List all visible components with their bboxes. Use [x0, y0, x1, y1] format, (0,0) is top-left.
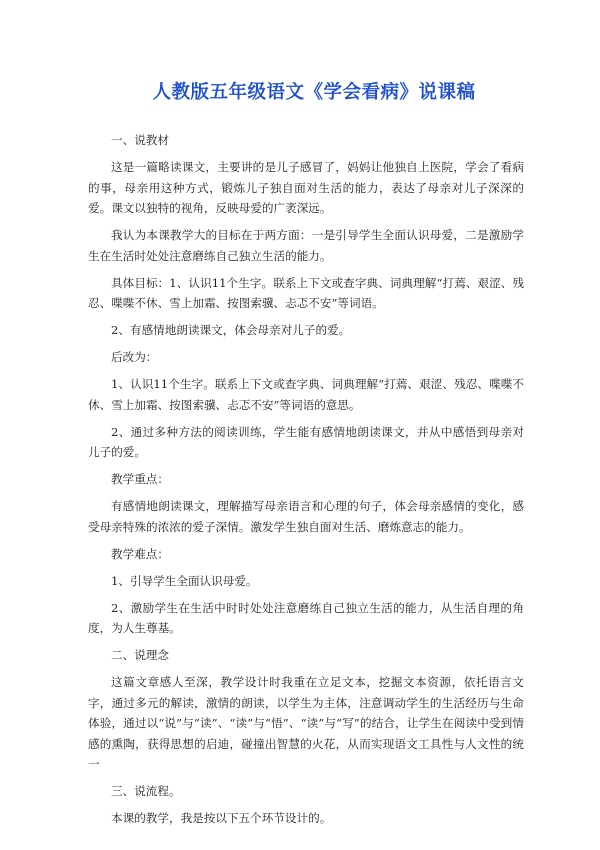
- paragraph: 有感情地朗读课文，理解描写母亲语言和心理的句子，体会母亲感情的变化，感受母亲特殊的浓浓的爱子深情。激发学生独自面对生活、磨炼意志的能力。: [88, 499, 524, 534]
- paragraph: 2、通过多种方法的阅读训练，学生能有感情地朗读课文，并从中感悟到母亲对儿子的爱。: [88, 424, 524, 459]
- section-heading: 三、说流程。: [111, 784, 181, 798]
- paragraph: 这篇文章感人至深，教学设计时我重在立足文本，挖掘文本资源，依托语言文字，通过多元的解读，激情的朗读，以学生为主体，注意调动学生的生活经历与生命体验，通过以“说”与“读”、“读”与“悟”、“读”与“写”的结合，让学生在阅读中受到情感的熏陶，获得思想的启迪，碰撞出智慧的火花，从而实现语文工具性与人文性的统一: [88, 675, 524, 771]
- document-title: 人教版五年级语文《学会看病》说课稿: [152, 82, 476, 103]
- subheading: 教学重点：: [111, 472, 169, 486]
- subheading: 教学难点：: [111, 546, 169, 561]
- section-heading: 二、说理念: [111, 648, 169, 662]
- paragraph: 本课的教学，我是按以下五个环节设计的。: [111, 811, 332, 825]
- section-heading: 一、说教材: [111, 133, 169, 147]
- paragraph: 具体目标：1、认识11个生字。联系上下文或查字典、词典理解“打蔫、艰涩、残忍、喋喋不休、雪上加霜、按图索骥、忐忑不安”等词语。: [88, 275, 524, 310]
- paragraph: 2、激励学生在生活中时时处处注意磨练自己独立生活的能力，从生活自理的角度，为人生尊基。: [88, 600, 524, 635]
- paragraph: 1、认识11个生字。联系上下文或查字典、词典理解“打蔫、艰涩、残忍、喋喋不休、雪上加霜、按图索骥、忐忑不安”等词语的意思。: [88, 377, 524, 412]
- paragraph: 1、引导学生全面认识母爱。: [111, 573, 258, 588]
- paragraph: 我认为本课教学大的目标在于两方面：一是引导学生全面认识母爱，二是激励学生在生活时处处注意磨练自己独立生活的能力。: [88, 228, 524, 263]
- paragraph: 2、有感情地朗读课文，体会母亲对儿子的爱。: [111, 323, 351, 337]
- paragraph: 这是一篇略读课文，主要讲的是儿子感冒了，妈妈让他独自上医院，学会了看病的事，母亲用这种方式，锻炼儿子独自面对生活的能力，表达了母亲对儿子深深的爱。课文以独特的视角，反映母爱的广袤深远。: [88, 160, 524, 215]
- paragraph: 后改为：: [111, 350, 158, 364]
- document-body: [88, 127, 524, 835]
